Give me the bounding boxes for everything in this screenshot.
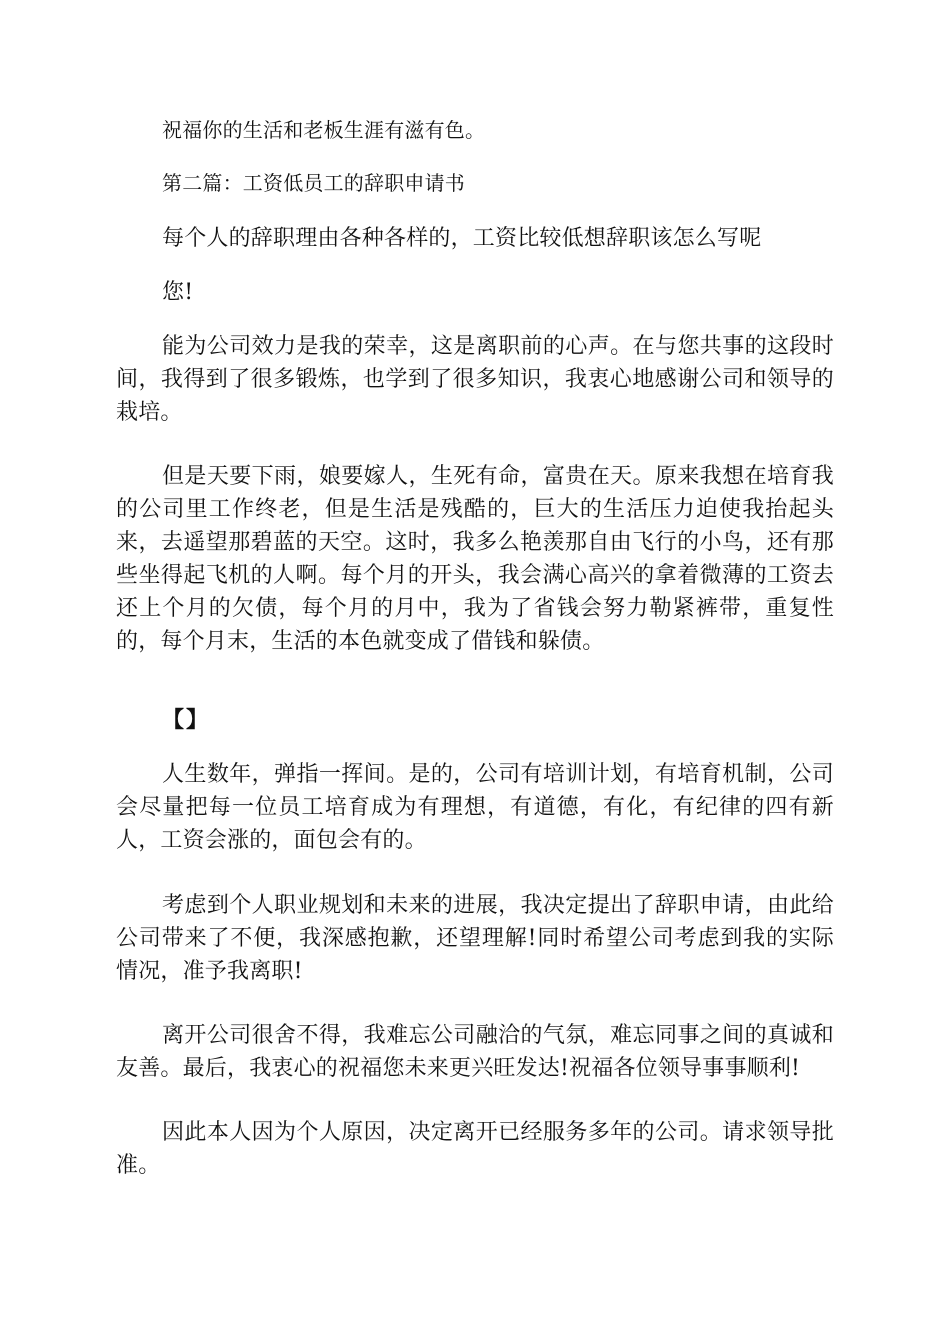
paragraph-blessing: 祝福你的生活和老板生涯有滋有色。: [162, 118, 486, 142]
paragraph-request: 因此本人因为个人原因，决定离开已经服务多年的公司。请求领导批准。: [116, 1120, 834, 1178]
paragraph-reason: 但是天要下雨，娘要嫁人，生死有命，富贵在天。原来我想在培育我的公司里工作终老，但是生活是残酷的，巨大的生活压力迫使我抬起头来，去遥望那碧蓝的天空。这时，我多么艳羡那自由飞行的小鸟，还有那些坐得起飞机的人啊。每个月的开头，我会满心高兴的拿着微薄的工资去还上个月的欠债，每个月的月中，我为了省钱会努力勒紧裤带，重复性的，每个月末，生活的本色就变成了借钱和躲债。: [116, 464, 834, 654]
salutation: 您!: [162, 280, 194, 305]
paragraph-farewell: 离开公司很舍不得，我难忘公司融洽的气氛，难忘同事之间的真诚和友善。最后，我衷心的祝福您未来更兴旺发达!祝福各位领导事事顺利!: [116, 1023, 834, 1081]
bracket-mark: 【】: [162, 707, 211, 733]
paragraph-career-plan: 考虑到个人职业规划和未来的进展，我决定提出了辞职申请，由此给公司带来了不便，我深感抱歉，还望理解!同时希望公司考虑到我的实际情况，准予我离职!: [116, 893, 834, 984]
paragraph-intro: 每个人的辞职理由各种各样的，工资比较低想辞职该怎么写呢: [162, 226, 762, 251]
paragraph-honor: 能为公司效力是我的荣幸，这是离职前的心声。在与您共事的这段时间，我得到了很多锻炼，也学到了很多知识，我衷心地感谢公司和领导的栽培。: [116, 334, 834, 425]
section-title: 第二篇：工资低员工的辞职申请书: [162, 171, 465, 195]
paragraph-company-training: 人生数年，弹指一挥间。是的，公司有培训计划，有培育机制，公司会尽量把每一位员工培育成为有理想，有道德，有化，有纪律的四有新人，工资会涨的，面包会有的。: [116, 762, 834, 853]
